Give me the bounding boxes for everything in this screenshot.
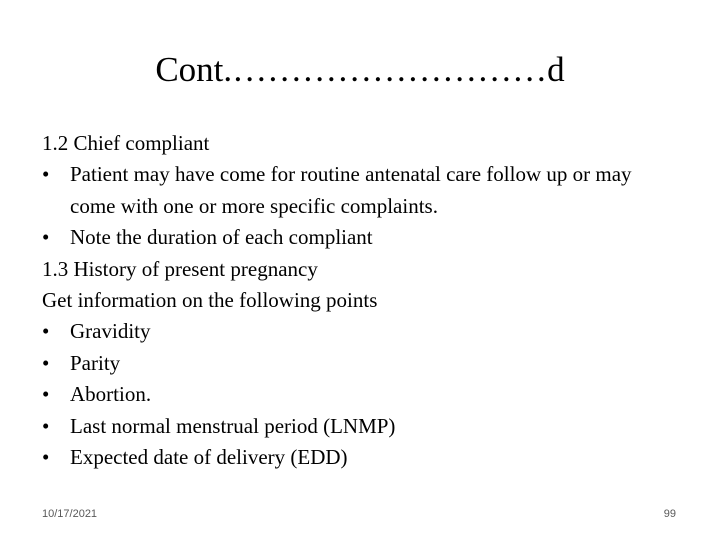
- footer-date: 10/17/2021: [42, 508, 98, 520]
- section-heading-history-present-pregnancy: [42, 254, 682, 285]
- list-item: [42, 348, 682, 379]
- list-item-text: Abortion.: [70, 382, 152, 407]
- bullet-icon: •: [42, 413, 50, 438]
- intro-line: Get information on the following points: [42, 288, 378, 313]
- list-item-text: Expected date of delivery (EDD): [70, 445, 348, 470]
- footer-page-number: 99: [663, 508, 676, 520]
- bullet-icon: •: [42, 350, 50, 375]
- slide-body: [42, 128, 682, 473]
- section-heading-chief-compliant: [42, 128, 682, 159]
- section-number: 1.2: [42, 131, 69, 155]
- slide-title: Cont.………………………d: [155, 50, 565, 89]
- list-item-text: Gravidity: [70, 319, 151, 344]
- section-heading-text: History of present pregnancy: [73, 256, 318, 281]
- list-item: [42, 222, 682, 253]
- list-item: [42, 379, 682, 410]
- list-item-text: Last normal menstrual period (LNMP): [70, 413, 396, 438]
- bullet-icon: •: [42, 382, 50, 407]
- bullet-icon: •: [42, 162, 50, 187]
- list-item: [42, 442, 682, 473]
- section-number: 1.3: [42, 256, 69, 281]
- list-item: [42, 316, 682, 347]
- bullet-icon: •: [42, 319, 50, 344]
- list-item: [42, 411, 682, 442]
- list-item-text: Parity: [70, 350, 121, 375]
- section-heading-text: Chief compliant: [73, 131, 210, 155]
- list-item-text: Patient may have come for routine antenatal care follow up or may come with one or more specific complaints.: [70, 162, 632, 218]
- list-item: [42, 159, 682, 222]
- list-item-text: Note the duration of each compliant: [70, 225, 373, 250]
- bullet-icon: •: [42, 445, 50, 470]
- bullet-icon: •: [42, 225, 50, 250]
